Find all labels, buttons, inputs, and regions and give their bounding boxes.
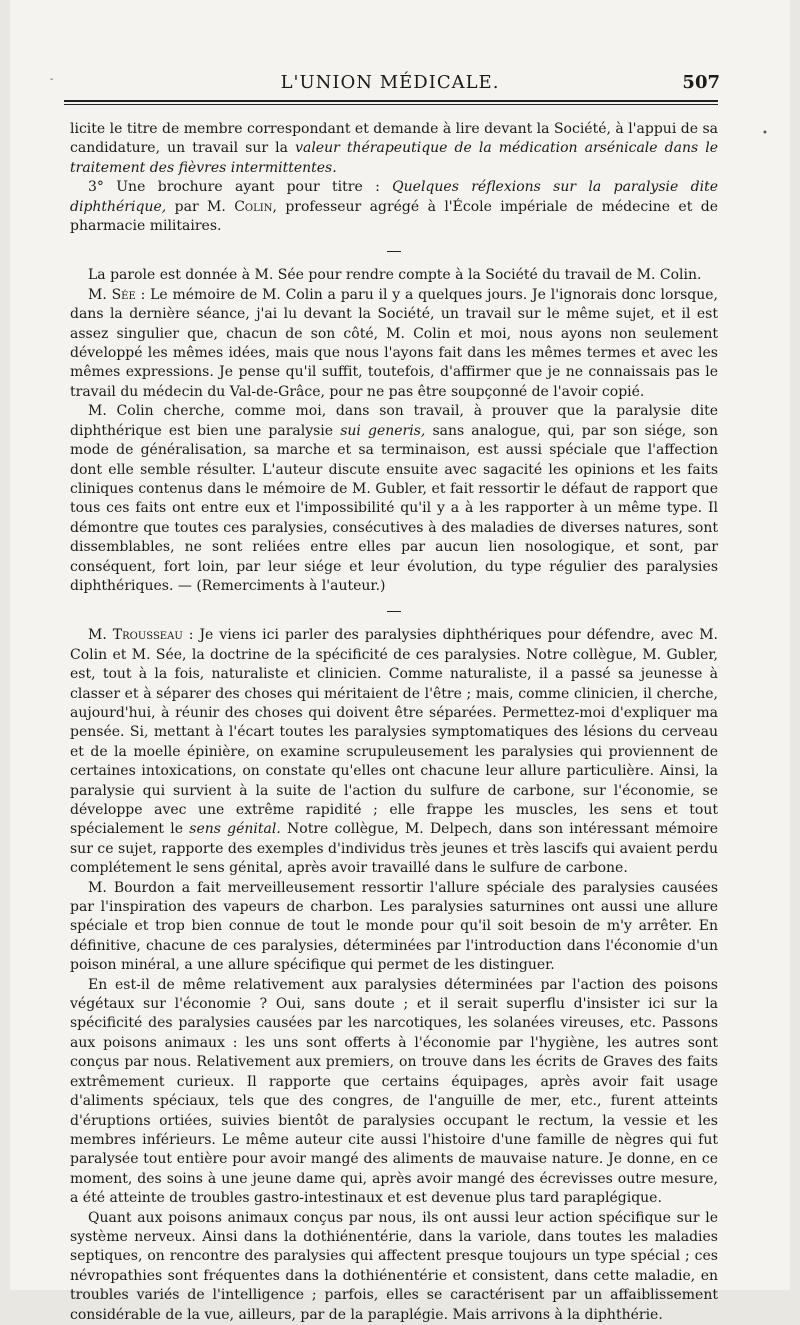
paragraph: En est-il de même relativement aux paralysies déterminées par l'action des poisons végétaux sur l'économie ? Oui, sans doute ; et il serait superflu d'insister ici sur la spécificité des paralysies causées par les narcotiques, les solanées vireuses, etc. Passons aux poisons animaux : les uns sont offerts à l'économie par l'hygiène, les autres sont conçus par nous. Relativement aux premiers, on trouve dans les écrits de Graves des faits extrêmement curieux. Il rapporte que certains équipages, après avoir fait usage d'aliments spéciaux, tels que des congres, de l'anguille de mer, etc., furent atteints d'éruptions ortiées, suivies bientôt de paralysies occupant le rectum, la vessie et les membres inférieurs. Le même auteur cite aussi l'histoire d'une famille de nègres qui fut paralysée tout entière pour avoir mangé des aliments de mauvaise nature. Je donne, en ce moment, des soins à une jeune dame qui, après avoir mangé des écrevisses outre mesure, a été atteinte de troubles gastro-intestinaux et est devenue plus tard paraplégique.: [70, 976, 718, 1207]
margin-mark: •: [762, 128, 768, 139]
italic-title: Quelques réflexions sur la paralysie dite diphthérique,: [70, 179, 718, 215]
italic-title: valeur thérapeutique de la médication arsénicale dans le traitement des fièvres intermittentes.: [70, 140, 718, 176]
header-rule: [64, 100, 718, 105]
text: par M.: [166, 198, 235, 215]
journal-title: L'UNION MÉDICALE.: [280, 72, 500, 93]
running-header: [60, 72, 720, 98]
text: , professeur agrégé à l'École impériale de médecine et de pharmacie militaires.: [70, 198, 718, 235]
section-separator: [70, 604, 718, 618]
text: M.: [88, 286, 112, 303]
paragraph: [70, 286, 718, 402]
speaker-name: Sée: [111, 286, 136, 303]
paragraph: [70, 402, 718, 596]
author-name: Colin: [234, 198, 273, 215]
text: : Le mémoire de M. Colin a paru il y a quelques jours. Je l'ignorais donc lorsque, dans la dernière séance, j'ai lu devant la Société, un travail sur le même sujet, et il est assez singulier que, chacun de son côté, M. Colin et moi, nous ayons non seulement développé les mêmes idées, mais que nous l'ayons fait dans les mêmes termes et avec les mêmes expressions. Je pense qu'il suffit, toutefois, d'affirmer que je ne connaissais pas le travail du médecin du Val-de-Grâce, pour ne pas être soupçonné de l'avoir copié.: [70, 286, 718, 400]
article-body: [70, 120, 718, 1325]
paragraph: [70, 120, 718, 178]
text: Notre collègue, M. Delpech, dans son intéressant mémoire sur ce sujet, rapporte des exemples d'individus très jeunes et très lascifs qui avaient perdu complétement le sens génital, après avoir travaillé dans le sulfure de carbone.: [70, 821, 718, 877]
text: M.: [88, 627, 113, 644]
text: : Je viens ici parler des paralysies diphthériques pour défendre, avec M. Colin et M. Sée, la doctrine de la spécificité de ces paralysies. Notre collègue, M. Gubler, est, tout à la fois, naturaliste et clinicien. Comme naturaliste, il a passé sa jeunesse à classer et à séparer des choses qui méritaient de l'être ; mais, comme clinicien, il cherche, aujourd'hui, à réunir des choses qui doivent être séparées. Permettez-moi d'expliquer ma pensée. Si, mettant à l'écart toutes les paralysies symptomatiques des lésions du cerveau et de la moelle épinière, on examine scrupuleusement les paralysies qui proviennent de certaines intoxications, on constate qu'elles ont chacune leur allure particulière. Ainsi, la paralysie qui survient à la suite de l'action du sulfure de carbone, sur l'économie, se développe avec une extrême rapidité ; elle frappe les muscles, les sens et tout spécialement le: [70, 627, 718, 838]
paragraph: M. Bourdon a fait merveilleusement ressortir l'allure spéciale des paralysies causées par l'inspiration des vapeurs de charbon. Les paralysies saturnines ont aussi une allure spéciale et trop bien connue de tout le monde pour qu'il soit besoin de m'y arrêter. En définitive, chacune de ces paralysies, déterminées par l'introduction dans l'économie d'un poison minéral, a une allure spécifique qui permet de les distinguer.: [70, 879, 718, 974]
text: M. Colin cherche, comme moi, dans son travail, à prouver que la paralysie dite diphthérique est bien une paralysie: [70, 403, 718, 439]
text: sans analogue, qui, par son siége, son mode de généralisation, sa marche et sa terminaison, est aussi spéciale que l'affection dont elle semble résulter. L'auteur discute ensuite avec sagacité les opinions et les faits cliniques contenus dans le mémoire de M. Gubler, et fait ressortir le défaut de rapport que tous ces faits ont entre eux et l'impossibilité qu'il y a à les rapporter à un même type. Il démontre que toutes ces paralysies, consécutives à des maladies de diverses natures, sont dissemblables, ne sont reliées entre elles par aucun lien nosologique, et sont, par conséquent, fort loin, par leur siége et leur évolution, du type régulier des paralysies diphthériques. — (Remerciments à l'auteur.): [70, 422, 719, 594]
paragraph: [70, 178, 718, 236]
paragraph: [70, 626, 718, 878]
document-page: [10, 0, 790, 1323]
margin-mark: -: [50, 74, 54, 85]
text: 3° Une brochure ayant pour titre :: [88, 179, 393, 196]
italic-term: sens génital.: [189, 821, 281, 838]
page-number: 507: [682, 72, 720, 93]
italic-term: sui generis,: [340, 422, 426, 439]
section-separator: [70, 244, 718, 258]
text: licite le titre de membre correspondant et demande à lire devant la Société, à l'appui de sa candidature, un travail sur la: [70, 121, 718, 157]
paragraph: Quant aux poisons animaux conçus par nous, ils ont aussi leur action spécifique sur le système nerveux. Ainsi dans la dothiénentérie, dans la variole, dans toutes les maladies septiques, on rencontre des paralysies qui affectent presque toujours un type spécial ; ces névropathies sont fréquentes dans la dothiénentérie et consistent, dans cette maladie, en troubles variés de l'intelligence ; parfois, elles se caractérisent par un affaiblissement considérable de la vue, ailleurs, par de la paraplégie. Mais arrivons à la diphthérie.: [70, 1209, 718, 1323]
speaker-name: Trousseau: [112, 627, 183, 644]
paragraph: La parole est donnée à M. Sée pour rendre compte à la Société du travail de M. Colin.: [88, 267, 702, 284]
